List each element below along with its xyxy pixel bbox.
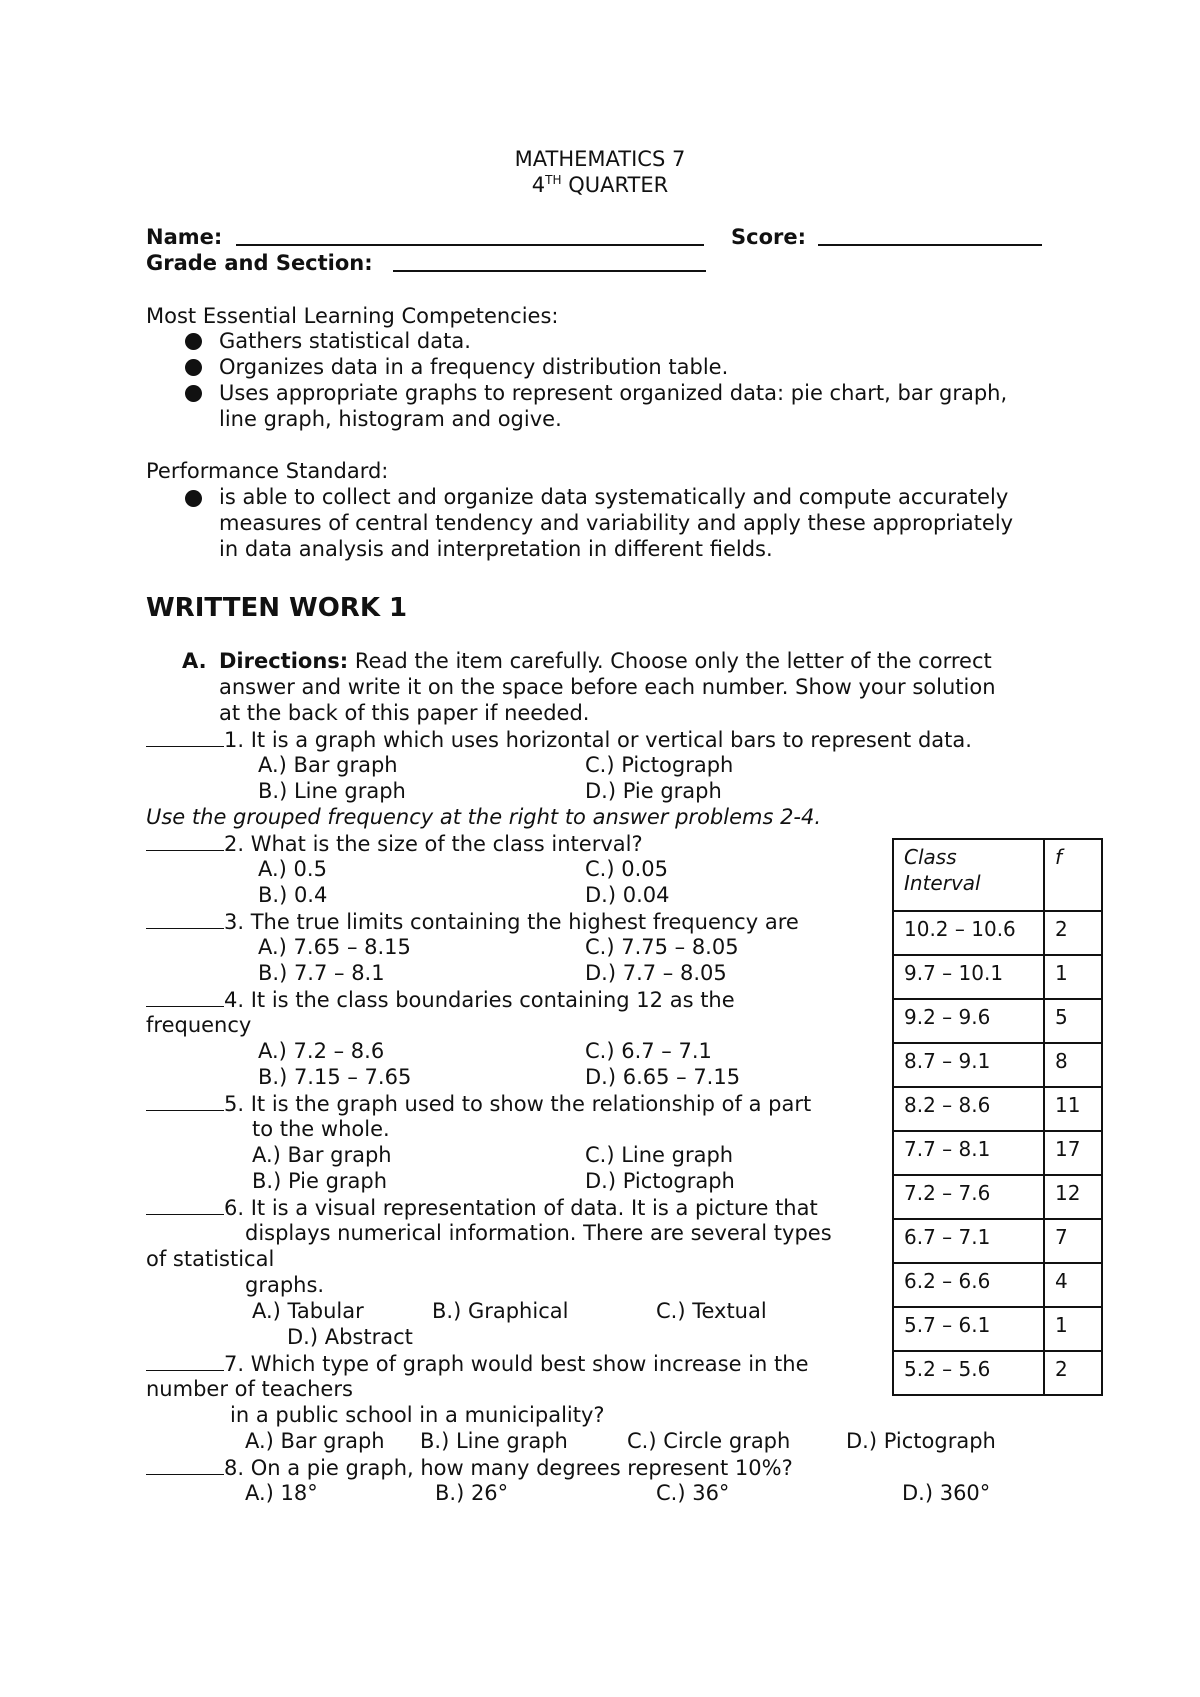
frequency-cell: 17 xyxy=(1044,1131,1102,1175)
q1-option-d: D.) Pie graph xyxy=(585,779,722,803)
quarter-number: 4 xyxy=(531,173,546,197)
table-row xyxy=(893,911,1102,955)
question-5-cont: to the whole. xyxy=(252,1117,390,1141)
class-interval-cell: 6.7 – 7.1 xyxy=(893,1219,1044,1263)
question-6-cont-1: displays numerical information. There are several types xyxy=(245,1221,832,1245)
q5-option-b: B.) Pie graph xyxy=(252,1169,388,1193)
q8-option-d: D.) 360° xyxy=(902,1481,991,1505)
melc-heading: Most Essential Learning Competencies: xyxy=(146,304,559,328)
table-row xyxy=(893,1307,1102,1351)
bullet-icon xyxy=(185,490,202,507)
frequency-table-header xyxy=(893,839,1102,911)
title-subject: MATHEMATICS 7 xyxy=(514,147,686,171)
question-4 xyxy=(146,986,735,1013)
table-row xyxy=(893,1131,1102,1175)
answer-blank-1[interactable] xyxy=(146,726,224,747)
title-quarter xyxy=(0,172,1200,198)
frequency-cell: 12 xyxy=(1044,1175,1102,1219)
question-6-cont-3: graphs. xyxy=(245,1273,325,1297)
frequency-cell: 8 xyxy=(1044,1043,1102,1087)
frequency-cell: 2 xyxy=(1044,1351,1102,1395)
frequency-cell: 4 xyxy=(1044,1263,1102,1307)
melc-item-3: Uses appropriate graphs to represent organized data: pie chart, bar graph, xyxy=(219,381,1008,405)
q3-option-a: A.) 7.65 – 8.15 xyxy=(258,935,411,959)
grouped-frequency-note: Use the grouped frequency at the right to answer problems 2-4. xyxy=(146,805,822,829)
q8-option-b: B.) 26° xyxy=(435,1481,509,1505)
section-letter: A. xyxy=(182,649,207,673)
table-row xyxy=(893,1043,1102,1087)
answer-blank-7[interactable] xyxy=(146,1350,224,1371)
class-interval-cell: 7.7 – 8.1 xyxy=(893,1131,1044,1175)
melc-item-3-cont: line graph, histogram and ogive. xyxy=(219,407,562,431)
grade-section-label: Grade and Section: xyxy=(146,251,373,275)
question-2 xyxy=(146,830,643,857)
q6-option-c: C.) Textual xyxy=(656,1299,767,1323)
question-6-text: 6. It is a visual representation of data. It is a picture that xyxy=(224,1196,818,1220)
question-7-cont-2: in a public school in a municipality? xyxy=(230,1403,605,1427)
table-row xyxy=(893,1219,1102,1263)
class-interval-cell: 5.2 – 5.6 xyxy=(893,1351,1044,1395)
frequency-header: f xyxy=(1044,839,1102,911)
directions-line-3: at the back of this paper if needed. xyxy=(219,701,590,725)
question-3 xyxy=(146,908,799,935)
question-8-text: 8. On a pie graph, how many degrees represent 10%? xyxy=(224,1456,793,1480)
q7-option-c: C.) Circle graph xyxy=(627,1429,791,1453)
q8-option-a: A.) 18° xyxy=(245,1481,318,1505)
q5-option-d: D.) Pictograph xyxy=(585,1169,735,1193)
q8-option-c: C.) 36° xyxy=(656,1481,730,1505)
q6-option-d: D.) Abstract xyxy=(287,1325,413,1349)
directions-label: Directions: xyxy=(219,649,349,673)
question-4-text: 4. It is the class boundaries containing 12 as the xyxy=(224,988,735,1012)
q4-option-a: A.) 7.2 – 8.6 xyxy=(258,1039,385,1063)
grade-section-field[interactable] xyxy=(393,250,706,278)
performance-line-1: is able to collect and organize data systematically and compute accurately xyxy=(219,485,1009,509)
q2-option-a: A.) 0.5 xyxy=(258,857,327,881)
table-row xyxy=(893,999,1102,1043)
question-3-text: 3. The true limits containing the highest frequency are xyxy=(224,910,799,934)
q5-option-c: C.) Line graph xyxy=(585,1143,734,1167)
class-interval-cell: 8.2 – 8.6 xyxy=(893,1087,1044,1131)
frequency-cell: 11 xyxy=(1044,1087,1102,1131)
melc-item-2: Organizes data in a frequency distribution table. xyxy=(219,355,729,379)
class-interval-header-line-2: Interval xyxy=(904,871,981,895)
question-7 xyxy=(146,1350,809,1377)
answer-blank-6[interactable] xyxy=(146,1194,224,1215)
answer-blank-5[interactable] xyxy=(146,1090,224,1111)
table-row xyxy=(893,955,1102,999)
class-interval-header-line-1: Class xyxy=(904,845,957,869)
quarter-superscript: TH xyxy=(545,173,562,187)
question-5-text: 5. It is the graph used to show the relationship of a part xyxy=(224,1092,812,1116)
class-interval-header xyxy=(893,839,1044,911)
frequency-cell: 2 xyxy=(1044,911,1102,955)
directions-text: Read the item carefully. Choose only the letter of the correct xyxy=(348,649,992,673)
question-7-text: 7. Which type of graph would best show increase in the xyxy=(224,1352,809,1376)
question-5 xyxy=(146,1090,811,1117)
q2-option-c: C.) 0.05 xyxy=(585,857,668,881)
question-8 xyxy=(146,1454,793,1481)
frequency-cell: 5 xyxy=(1044,999,1102,1043)
q4-option-c: C.) 6.7 – 7.1 xyxy=(585,1039,712,1063)
performance-line-3: in data analysis and interpretation in different fields. xyxy=(219,537,773,561)
name-label: Name: xyxy=(146,225,223,249)
question-6 xyxy=(146,1194,818,1221)
q4-option-d: D.) 6.65 – 7.15 xyxy=(585,1065,741,1089)
frequency-cell: 1 xyxy=(1044,955,1102,999)
class-interval-cell: 7.2 – 7.6 xyxy=(893,1175,1044,1219)
question-7-cont-1: number of teachers xyxy=(146,1377,353,1401)
q6-option-a: A.) Tabular xyxy=(252,1299,364,1323)
class-interval-cell: 8.7 – 9.1 xyxy=(893,1043,1044,1087)
q1-option-b: B.) Line graph xyxy=(258,779,406,803)
answer-blank-2[interactable] xyxy=(146,830,224,851)
q3-option-b: B.) 7.7 – 8.1 xyxy=(258,961,385,985)
frequency-cell: 1 xyxy=(1044,1307,1102,1351)
melc-item-1: Gathers statistical data. xyxy=(219,329,471,353)
question-1 xyxy=(146,726,972,753)
q2-option-b: B.) 0.4 xyxy=(258,883,328,907)
bullet-icon xyxy=(185,359,202,376)
question-1-text: 1. It is a graph which uses horizontal or vertical bars to represent data. xyxy=(224,728,972,752)
bullet-icon xyxy=(185,385,202,402)
class-interval-cell: 9.7 – 10.1 xyxy=(893,955,1044,999)
answer-blank-3[interactable] xyxy=(146,908,224,929)
q4-option-b: B.) 7.15 – 7.65 xyxy=(258,1065,412,1089)
score-label: Score: xyxy=(731,225,806,249)
frequency-table xyxy=(892,838,1103,1396)
table-row xyxy=(893,1175,1102,1219)
question-4-cont: frequency xyxy=(146,1013,252,1037)
question-2-text: 2. What is the size of the class interval? xyxy=(224,832,643,856)
class-interval-cell: 9.2 – 9.6 xyxy=(893,999,1044,1043)
q1-option-a: A.) Bar graph xyxy=(258,753,398,777)
bullet-icon xyxy=(185,333,202,350)
frequency-cell: 7 xyxy=(1044,1219,1102,1263)
class-interval-cell: 10.2 – 10.6 xyxy=(893,911,1044,955)
performance-heading: Performance Standard: xyxy=(146,459,389,483)
q7-option-a: A.) Bar graph xyxy=(245,1429,385,1453)
table-row xyxy=(893,1087,1102,1131)
class-interval-cell: 5.7 – 6.1 xyxy=(893,1307,1044,1351)
q7-option-b: B.) Line graph xyxy=(420,1429,568,1453)
table-row xyxy=(893,1351,1102,1395)
question-6-cont-2: of statistical xyxy=(146,1247,275,1271)
quarter-word: QUARTER xyxy=(568,173,669,197)
written-work-title: WRITTEN WORK 1 xyxy=(146,593,408,623)
answer-blank-4[interactable] xyxy=(146,986,224,1007)
q5-option-a: A.) Bar graph xyxy=(252,1143,392,1167)
q3-option-c: C.) 7.75 – 8.05 xyxy=(585,935,739,959)
directions-line-1 xyxy=(219,648,992,674)
score-field[interactable] xyxy=(818,224,1042,252)
name-field[interactable] xyxy=(236,224,704,252)
class-interval-cell: 6.2 – 6.6 xyxy=(893,1263,1044,1307)
q1-option-c: C.) Pictograph xyxy=(585,753,734,777)
directions-line-2: answer and write it on the space before each number. Show your solution xyxy=(219,675,996,699)
q3-option-d: D.) 7.7 – 8.05 xyxy=(585,961,727,985)
q6-option-b: B.) Graphical xyxy=(432,1299,569,1323)
q2-option-d: D.) 0.04 xyxy=(585,883,670,907)
q7-option-d: D.) Pictograph xyxy=(846,1429,996,1453)
table-row xyxy=(893,1263,1102,1307)
answer-blank-8[interactable] xyxy=(146,1454,224,1475)
performance-line-2: measures of central tendency and variability and apply these appropriately xyxy=(219,511,1014,535)
